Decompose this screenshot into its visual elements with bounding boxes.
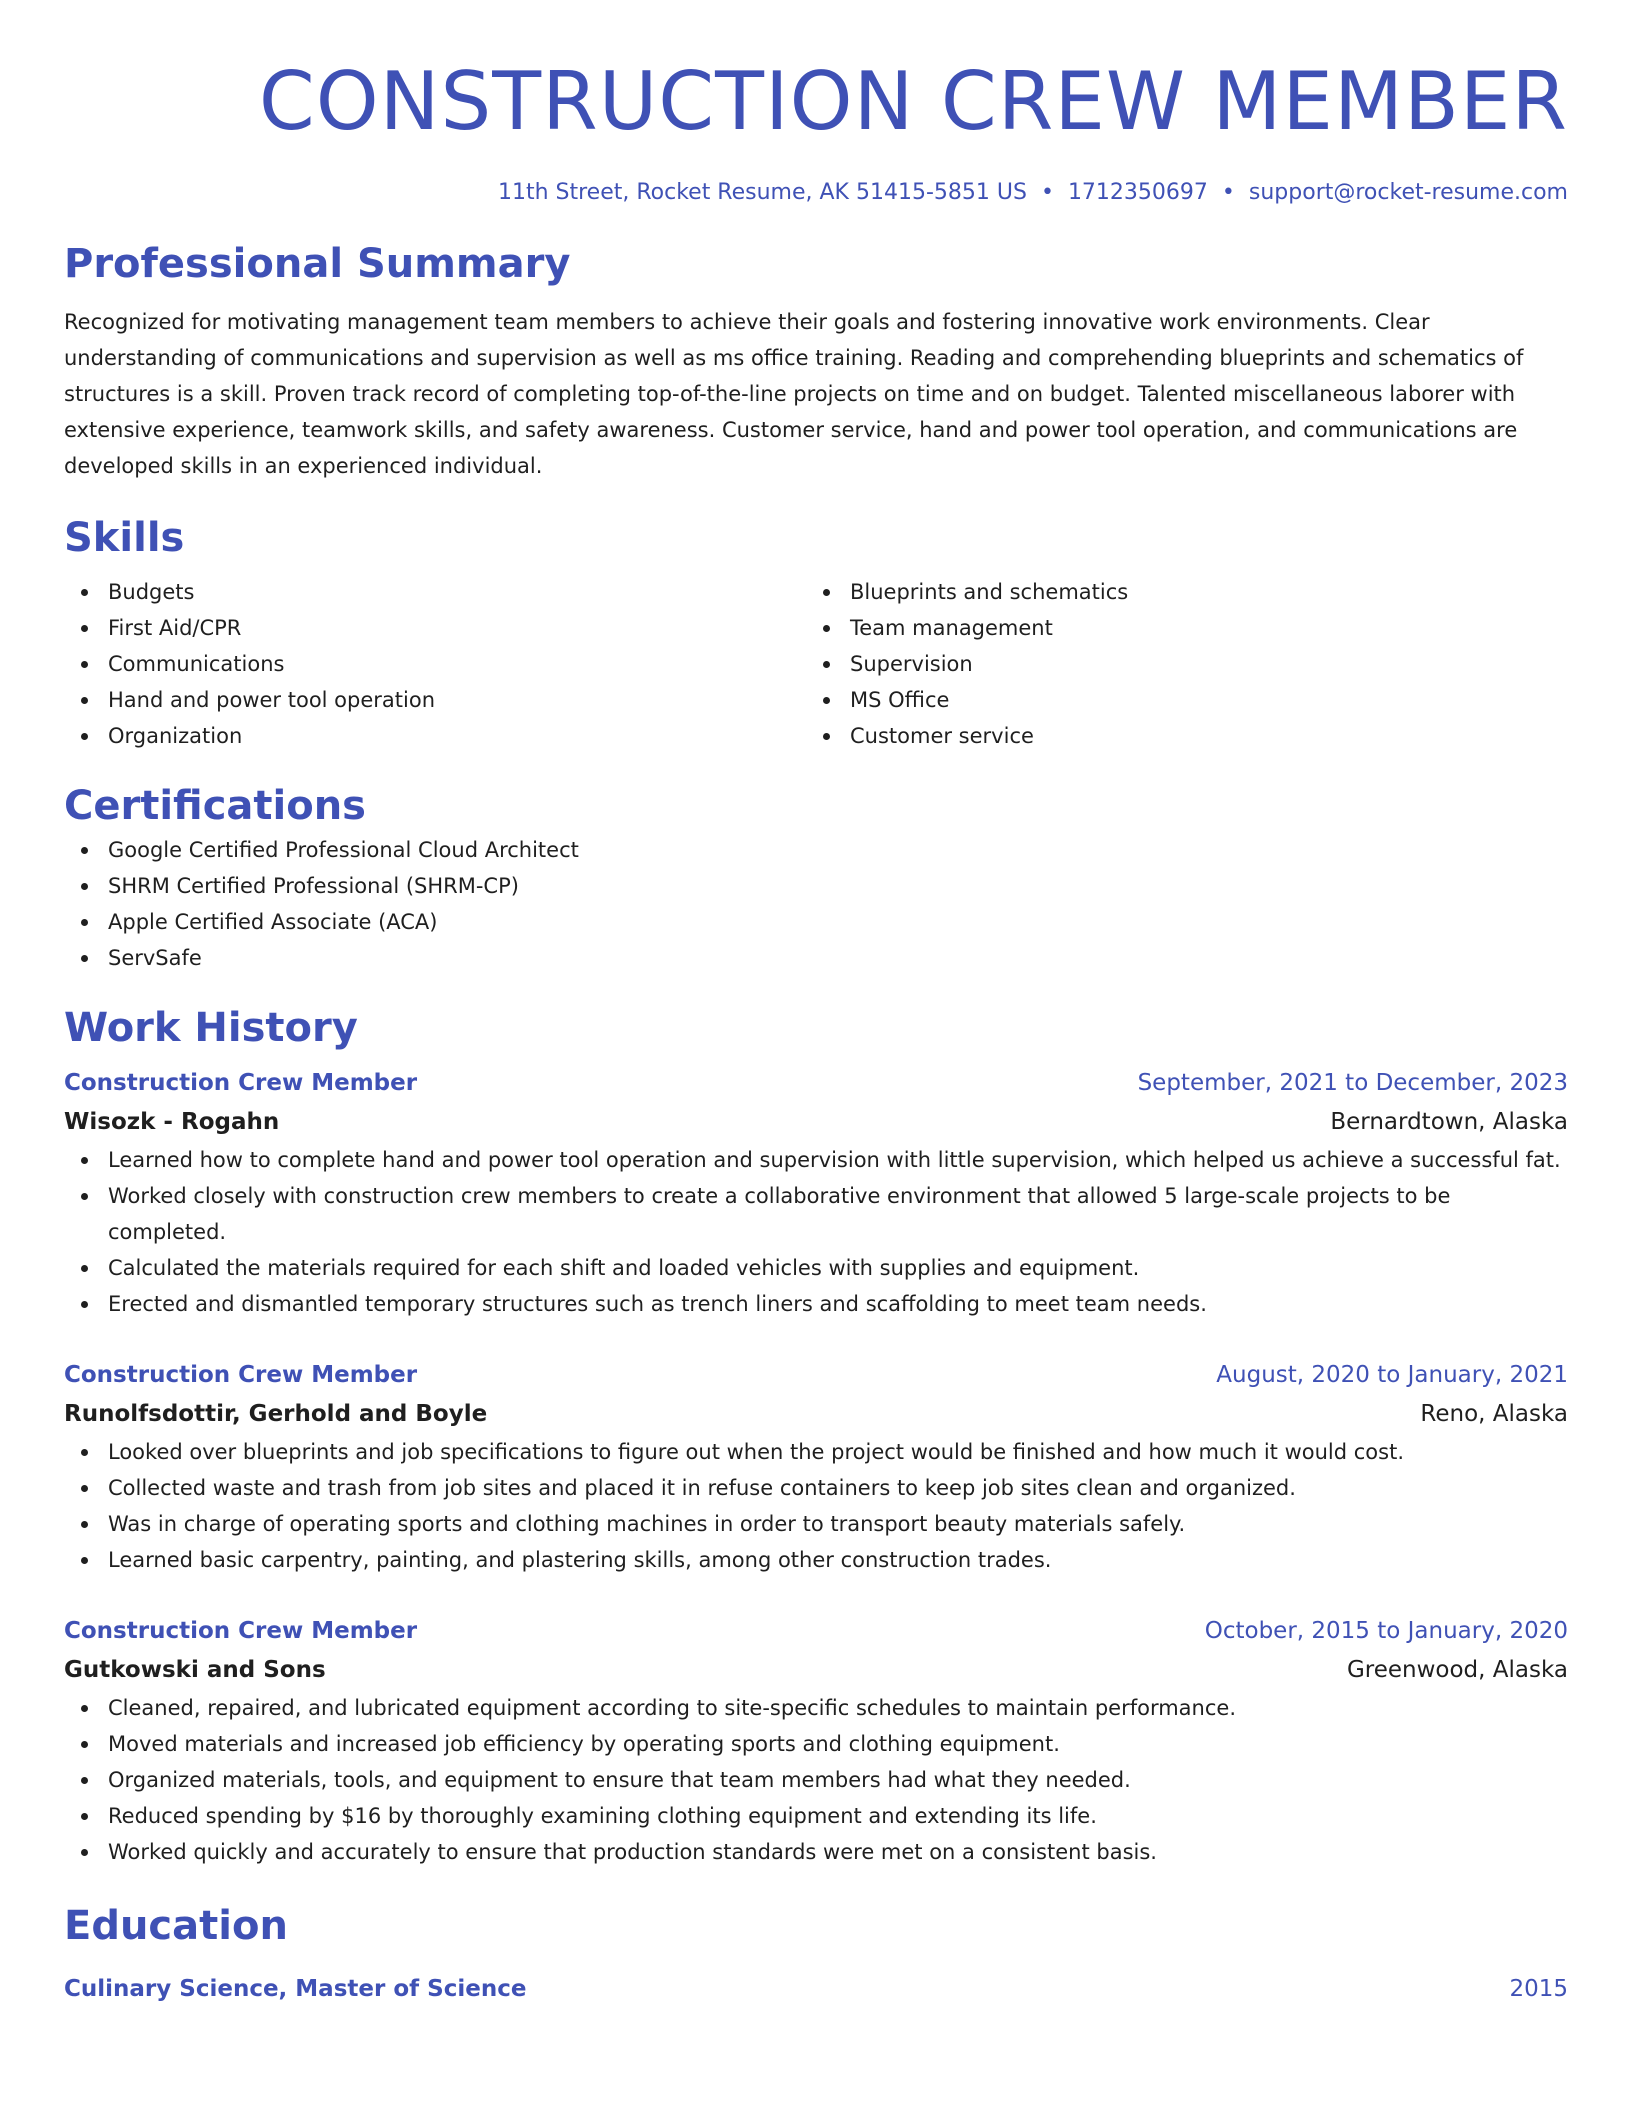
job-bullets [64, 1690, 1568, 1870]
job-bullet: Learned basic carpentry, painting, and plastering skills, among other construction trades. [64, 1542, 1568, 1578]
certification-item: ServSafe [64, 940, 1568, 976]
job-bullet: Cleaned, repaired, and lubricated equipment according to site-specific schedules to maintain performance. [64, 1690, 1568, 1726]
job-bullet: Worked quickly and accurately to ensure that production standards were met on a consistent basis. [64, 1834, 1568, 1870]
skill-item: Customer service [806, 718, 1548, 754]
job-employer-row [64, 1102, 1568, 1142]
certifications-section [64, 780, 1568, 976]
job-bullet: Collected waste and trash from job sites and placed it in refuse containers to keep job sites clean and organized. [64, 1470, 1568, 1506]
job-employer: Wisozk - Rogahn [64, 1109, 280, 1135]
job-bullets [64, 1142, 1568, 1322]
certification-item: SHRM Certified Professional (SHRM-CP) [64, 868, 1568, 904]
job-employer: Gutkowski and Sons [64, 1657, 326, 1683]
job-bullet: Looked over blueprints and job specifications to figure out when the project would be finished and how much it would cost. [64, 1434, 1568, 1470]
resume-content [64, 0, 1568, 2008]
education-degree: Culinary Science, Master of Science [64, 1976, 527, 2002]
job-location: Reno, Alaska [1420, 1401, 1568, 1427]
job-bullet: Organized materials, tools, and equipment to ensure that team members had what they needed. [64, 1762, 1568, 1798]
job-entry [64, 1612, 1568, 1870]
job-title: Construction Crew Member [64, 1362, 418, 1388]
contact-separator: • [1221, 180, 1235, 205]
job-employer-row [64, 1650, 1568, 1690]
skills-column-right [806, 574, 1548, 754]
contact-phone: 1712350697 [1067, 180, 1208, 205]
skills-heading: Skills [64, 515, 185, 561]
resume-header [64, 52, 1568, 210]
skill-item: Budgets [64, 574, 806, 610]
job-entry [64, 1064, 1568, 1322]
job-bullet: Calculated the materials required for each shift and loaded vehicles with supplies and equipment. [64, 1250, 1568, 1286]
work-history-heading: Work History [64, 1005, 358, 1051]
job-title-row [64, 1064, 1568, 1102]
education-year: 2015 [1509, 1976, 1568, 2002]
job-bullets [64, 1434, 1568, 1578]
job-title: Construction Crew Member [64, 1070, 418, 1096]
job-title-row [64, 1612, 1568, 1650]
skill-item: Organization [64, 718, 806, 754]
job-bullet: Learned how to complete hand and power tool operation and supervision with little supervision, which helped us achieve a successful fat. [64, 1142, 1568, 1178]
job-entry [64, 1356, 1568, 1578]
job-title: Construction Crew Member [64, 1618, 418, 1644]
job-bullet: Was in charge of operating sports and clothing machines in order to transport beauty materials safely. [64, 1506, 1568, 1542]
contact-line [64, 176, 1568, 210]
skill-item: Blueprints and schematics [806, 574, 1548, 610]
job-title-row [64, 1356, 1568, 1394]
job-bullet: Moved materials and increased job efficiency by operating sports and clothing equipment. [64, 1726, 1568, 1762]
summary-text: Recognized for motivating management team members to achieve their goals and fostering innovative work environments. Clear understanding of communications and supervision as well as ms office training. Reading and comprehending blueprints and schematics of structures is a skill. Proven track record of completing top-of-the-line projects on time and on budget. Talented miscellaneous laborer with extensive experience, teamwork skills, and safety awareness. Customer service, hand and power tool operation, and communications are developed skills in an experienced individual. [64, 310, 1524, 478]
skill-item: MS Office [806, 682, 1548, 718]
work-history-section [64, 1002, 1568, 1870]
skills-grid [64, 574, 1568, 754]
contact-separator: • [1040, 180, 1054, 205]
contact-email[interactable]: support@rocket-resume.com [1248, 180, 1568, 205]
education-section [64, 1900, 1568, 2008]
skill-item: First Aid/CPR [64, 610, 806, 646]
summary-section [64, 238, 1568, 484]
summary-heading: Professional Summary [64, 241, 571, 287]
job-dates: October, 2015 to January, 2020 [1204, 1618, 1568, 1644]
job-employer-row [64, 1394, 1568, 1434]
education-heading: Education [64, 1903, 288, 1949]
skill-item: Team management [806, 610, 1548, 646]
job-dates: August, 2020 to January, 2021 [1216, 1362, 1568, 1388]
job-location: Bernardtown, Alaska [1330, 1109, 1568, 1135]
skill-item: Supervision [806, 646, 1548, 682]
job-bullet: Worked closely with construction crew members to create a collaborative environment that allowed 5 large-scale projects to be completed. [64, 1178, 1568, 1250]
certifications-heading: Certifications [64, 783, 366, 829]
certification-item: Apple Certified Associate (ACA) [64, 904, 1568, 940]
skills-column-left [64, 574, 806, 754]
job-employer: Runolfsdottir, Gerhold and Boyle [64, 1401, 488, 1427]
contact-address: 11th Street, Rocket Resume, AK 51415-5851 US [497, 180, 1027, 205]
education-row [64, 1970, 1568, 2008]
certification-item: Google Certified Professional Cloud Architect [64, 832, 1568, 868]
skill-item: Hand and power tool operation [64, 682, 806, 718]
job-location: Greenwood, Alaska [1346, 1657, 1568, 1683]
certifications-list [64, 832, 1568, 976]
skill-item: Communications [64, 646, 806, 682]
job-dates: September, 2021 to December, 2023 [1137, 1070, 1568, 1096]
job-bullet: Erected and dismantled temporary structures such as trench liners and scaffolding to meet team needs. [64, 1286, 1568, 1322]
job-bullet: Reduced spending by $16 by thoroughly examining clothing equipment and extending its life. [64, 1798, 1568, 1834]
skills-section [64, 512, 1568, 754]
candidate-name: CONSTRUCTION CREW MEMBER [258, 55, 1568, 148]
